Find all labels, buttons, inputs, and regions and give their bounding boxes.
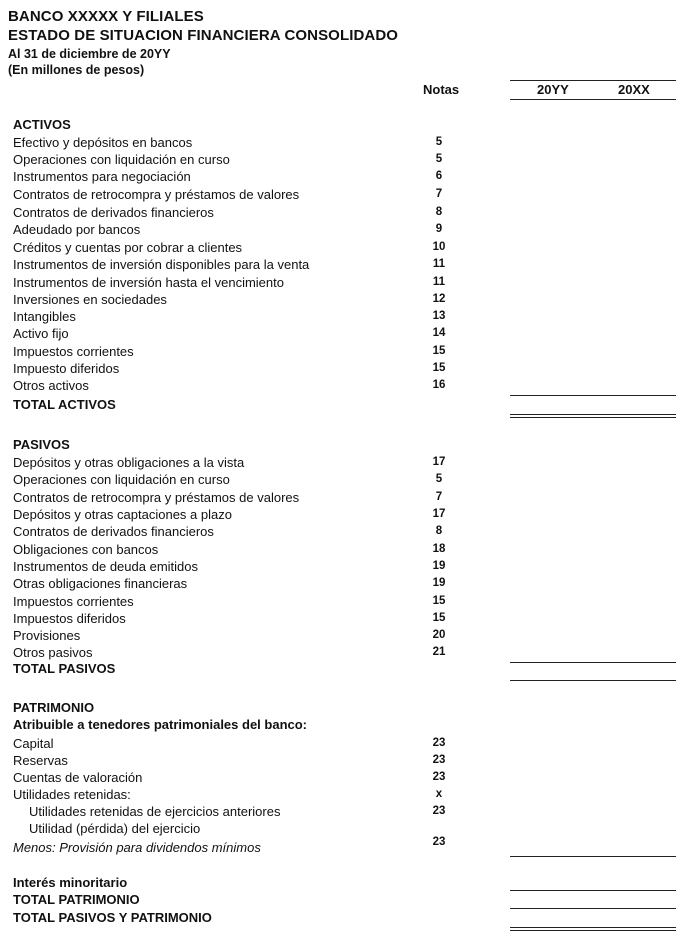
equity-subtotal-rule xyxy=(510,856,676,857)
row-note: 8 xyxy=(435,206,443,218)
assets-row xyxy=(13,221,473,238)
liabilities-row xyxy=(13,506,473,523)
column-header-rule xyxy=(510,80,676,81)
equity-row xyxy=(13,735,473,752)
row-note: 23 xyxy=(432,737,446,749)
equity-row xyxy=(13,803,473,820)
row-label: Menos: Provisión para dividendos mínimos xyxy=(13,840,261,855)
row-note: 15 xyxy=(432,362,446,374)
liabilities-subtotal-rule xyxy=(510,662,676,663)
row-label: Operaciones con liquidación en curso xyxy=(13,152,230,167)
assets-row xyxy=(13,204,473,221)
row-note: 17 xyxy=(432,508,446,520)
liabilities-row xyxy=(13,575,473,592)
row-note: 16 xyxy=(432,379,446,391)
liabilities-row xyxy=(13,644,473,661)
assets-row xyxy=(13,151,473,168)
row-label: Intangibles xyxy=(13,309,76,324)
assets-row xyxy=(13,308,473,325)
row-label: Activo fijo xyxy=(13,326,69,341)
row-label: Otros activos xyxy=(13,378,89,393)
row-label: Depósitos y otras captaciones a plazo xyxy=(13,507,232,522)
liabilities-row xyxy=(13,523,473,540)
row-label: Instrumentos de inversión disponibles para la venta xyxy=(13,257,310,272)
row-label: Utilidad (pérdida) del ejercicio xyxy=(29,821,201,836)
row-label: Provisiones xyxy=(13,628,81,643)
row-note: 23 xyxy=(432,771,446,783)
row-note: 13 xyxy=(432,310,446,322)
assets-row xyxy=(13,256,473,273)
company-name: BANCO XXXXX Y FILIALES xyxy=(8,8,204,25)
row-note: 10 xyxy=(432,241,446,253)
row-note: 15 xyxy=(432,345,446,357)
total-liabilities-rule xyxy=(510,680,676,681)
row-label: Contratos de derivados financieros xyxy=(13,524,214,539)
row-label: Otras obligaciones financieras xyxy=(13,576,188,591)
liabilities-row xyxy=(13,489,473,506)
row-note: 17 xyxy=(432,456,446,468)
row-label: Efectivo y depósitos en bancos xyxy=(13,135,193,150)
row-note: 5 xyxy=(435,473,443,485)
statement-title: ESTADO DE SITUACION FINANCIERA CONSOLIDADO xyxy=(8,27,399,44)
row-note: 7 xyxy=(435,188,443,200)
grand-total-double-rule xyxy=(510,927,676,931)
row-label: Depósitos y otras obligaciones a la vista xyxy=(13,455,245,470)
row-note: 11 xyxy=(432,258,446,270)
row-label: Utilidades retenidas: xyxy=(13,787,131,802)
assets-subtotal-rule xyxy=(510,395,676,396)
total-assets-label: TOTAL ACTIVOS xyxy=(13,397,116,412)
row-label: Inversiones en sociedades xyxy=(13,292,167,307)
row-note: 8 xyxy=(435,525,443,537)
minority-interest-rule xyxy=(510,890,676,891)
row-label: Cuentas de valoración xyxy=(13,770,143,785)
row-note: 20 xyxy=(432,629,446,641)
equity-section-title: PATRIMONIO xyxy=(13,700,95,715)
row-note: 5 xyxy=(435,153,443,165)
row-note: 5 xyxy=(435,136,443,148)
previous-year-column-header: 20XX xyxy=(618,82,650,97)
total-liabilities-label: TOTAL PASIVOS xyxy=(13,661,116,676)
column-header-underline xyxy=(510,99,676,100)
row-label: Impuesto diferidos xyxy=(13,361,120,376)
row-note: 18 xyxy=(432,543,446,555)
row-label: Impuestos corrientes xyxy=(13,344,134,359)
row-note: 15 xyxy=(432,595,446,607)
liabilities-row xyxy=(13,593,473,610)
assets-row xyxy=(13,291,473,308)
minority-interest-label: Interés minoritario xyxy=(13,875,128,890)
row-note: 9 xyxy=(435,223,443,235)
row-label: Impuestos corrientes xyxy=(13,594,134,609)
liabilities-row xyxy=(13,541,473,558)
row-note: 15 xyxy=(432,612,446,624)
row-label: Créditos y cuentas por cobrar a clientes xyxy=(13,240,243,255)
equity-row xyxy=(13,769,473,786)
row-label: Contratos de retrocompra y préstamos de valores xyxy=(13,490,300,505)
assets-row xyxy=(13,168,473,185)
liabilities-row xyxy=(13,454,473,471)
row-note: 14 xyxy=(432,327,446,339)
equity-row xyxy=(13,836,473,856)
row-label: Utilidades retenidas de ejercicios anteriores xyxy=(29,804,281,819)
row-label: Contratos de retrocompra y préstamos de valores xyxy=(13,187,300,202)
row-label: Instrumentos de deuda emitidos xyxy=(13,559,198,574)
row-note: 19 xyxy=(432,560,446,572)
assets-row xyxy=(13,343,473,360)
assets-row xyxy=(13,325,473,342)
assets-row xyxy=(13,186,473,203)
notes-column-header: Notas xyxy=(423,82,460,97)
row-label: Operaciones con liquidación en curso xyxy=(13,472,230,487)
grand-total-label: TOTAL PASIVOS Y PATRIMONIO xyxy=(13,910,212,925)
row-note: 23 xyxy=(432,754,446,766)
row-label: Obligaciones con bancos xyxy=(13,542,159,557)
row-label: Impuestos diferidos xyxy=(13,611,126,626)
equity-row xyxy=(13,820,473,837)
row-label: Contratos de derivados financieros xyxy=(13,205,214,220)
current-year-column-header: 20YY xyxy=(537,82,569,97)
assets-row xyxy=(13,377,473,394)
row-note: 6 xyxy=(435,170,443,182)
total-equity-rule xyxy=(510,908,676,909)
equity-subtitle: Atribuible a tenedores patrimoniales del banco: xyxy=(13,717,308,732)
row-label: Adeudado por bancos xyxy=(13,222,141,237)
liabilities-section-title: PASIVOS xyxy=(13,437,70,452)
row-note: x xyxy=(435,788,443,800)
liabilities-row xyxy=(13,558,473,575)
row-label: Otros pasivos xyxy=(13,645,93,660)
row-note: 12 xyxy=(432,293,446,305)
row-note: 19 xyxy=(432,577,446,589)
assets-row xyxy=(13,360,473,377)
assets-row xyxy=(13,239,473,256)
liabilities-row xyxy=(13,610,473,627)
row-label: Instrumentos de inversión hasta el vencimiento xyxy=(13,275,284,290)
row-note: 21 xyxy=(432,646,446,658)
row-label: Instrumentos para negociación xyxy=(13,169,191,184)
row-note: 23 xyxy=(432,805,446,817)
equity-row xyxy=(13,786,473,803)
row-label: Capital xyxy=(13,736,54,751)
row-label: Reservas xyxy=(13,753,68,768)
assets-row xyxy=(13,134,473,151)
statement-date: Al 31 de diciembre de 20YY xyxy=(8,47,171,61)
statement-units: (En millones de pesos) xyxy=(8,63,145,77)
total-equity-label: TOTAL PATRIMONIO xyxy=(13,892,140,907)
assets-section-title: ACTIVOS xyxy=(13,117,71,132)
total-assets-double-rule xyxy=(510,414,676,418)
assets-row xyxy=(13,274,473,291)
row-note: 23 xyxy=(432,836,446,848)
equity-row xyxy=(13,752,473,769)
row-note: 11 xyxy=(432,276,446,288)
liabilities-row xyxy=(13,627,473,644)
liabilities-row xyxy=(13,471,473,488)
row-note: 7 xyxy=(435,491,443,503)
